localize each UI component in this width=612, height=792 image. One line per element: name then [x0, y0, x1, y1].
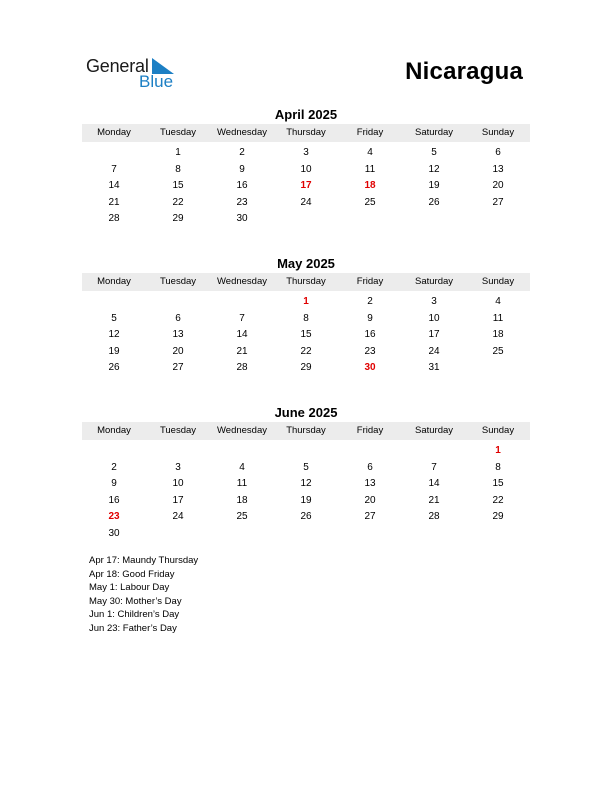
empty-day-cell: [82, 443, 146, 460]
day-cell: 27: [492, 196, 504, 208]
month-june: [82, 405, 530, 542]
day-cell: 6: [367, 461, 373, 473]
empty-day-cell: [338, 443, 402, 460]
weekday-label: Sunday: [481, 127, 515, 138]
day-cell: 18: [236, 494, 248, 506]
empty-day-cell: [146, 294, 210, 311]
empty-day-cell: [82, 145, 146, 162]
holiday-list-item: Jun 23: Father’s Day: [89, 622, 177, 634]
day-cell: 12: [300, 478, 312, 489]
week-row: [82, 311, 530, 328]
empty-day-cell: [274, 443, 338, 460]
week-row: [82, 195, 530, 212]
day-cell: 28: [428, 511, 440, 522]
day-cell: 16: [364, 329, 376, 340]
week-row: [82, 509, 530, 526]
day-cell: 3: [303, 147, 309, 158]
weekday-label: Wednesday: [217, 425, 267, 436]
day-cell: 7: [111, 163, 117, 175]
holiday-list-item: May 30: Mother’s Day: [89, 595, 182, 607]
day-cell: 20: [492, 180, 504, 191]
weekday-label: Tuesday: [159, 425, 197, 436]
day-cell: 1: [175, 147, 181, 158]
day-cell: 16: [108, 494, 120, 506]
empty-day-cell: [210, 526, 274, 543]
logo-blue-text: Blue: [139, 72, 174, 91]
day-cell: 25: [236, 511, 248, 522]
weekday-label: Saturday: [414, 276, 454, 287]
day-cell: 4: [495, 296, 501, 307]
day-cell: 12: [108, 329, 120, 340]
weekday-label: Monday: [97, 425, 131, 436]
day-cell: 4: [367, 147, 373, 158]
weekday-header-row: [82, 124, 530, 142]
week-row: [82, 327, 530, 344]
week-row: [82, 460, 530, 477]
day-cell: 20: [172, 345, 184, 357]
week-row: [82, 162, 530, 179]
day-cell: 12: [428, 163, 440, 175]
week-row: [82, 476, 530, 493]
week-row: [82, 493, 530, 510]
day-cell: 29: [492, 511, 504, 522]
day-cell: 14: [236, 329, 248, 340]
weekday-header-row: [82, 422, 530, 440]
empty-day-cell: [274, 211, 338, 228]
day-cell: 28: [236, 362, 248, 373]
month-title: May 2025: [277, 256, 335, 271]
day-cell: 2: [239, 147, 245, 158]
month-title: June 2025: [274, 405, 338, 420]
empty-day-cell: [466, 211, 530, 228]
weekday-label: Thursday: [286, 425, 326, 436]
weekday-label: Tuesday: [159, 276, 197, 287]
day-cell: 18: [364, 180, 376, 191]
logo-general-text: General: [86, 56, 149, 76]
day-cell: 3: [431, 296, 437, 307]
empty-day-cell: [210, 294, 274, 311]
day-cell: 13: [364, 478, 376, 489]
day-cell: 26: [108, 362, 120, 373]
empty-day-cell: [402, 443, 466, 460]
day-cell: 23: [236, 196, 248, 208]
day-cell: 19: [108, 345, 120, 357]
day-cell: 11: [364, 163, 376, 175]
empty-day-cell: [146, 443, 210, 460]
day-cell: 29: [300, 362, 312, 373]
day-cell: 5: [431, 147, 437, 158]
day-cell: 10: [300, 163, 312, 175]
weekday-label: Monday: [97, 276, 131, 287]
empty-day-cell: [210, 443, 274, 460]
weekday-label: Saturday: [414, 127, 454, 138]
day-cell: 10: [172, 478, 184, 489]
holiday-list: [89, 554, 198, 636]
empty-day-cell: [338, 526, 402, 543]
day-cell: 9: [111, 478, 117, 489]
week-row: [82, 178, 530, 195]
day-cell: 1: [303, 296, 309, 307]
day-cell: 8: [495, 461, 501, 473]
day-cell: 11: [492, 312, 504, 324]
day-cell: 9: [239, 163, 245, 175]
day-cell: 14: [108, 180, 120, 191]
day-cell: 6: [175, 312, 181, 324]
day-cell: 17: [428, 329, 440, 340]
day-cell: 29: [172, 213, 184, 224]
day-cell: 8: [175, 163, 181, 175]
day-cell: 14: [428, 478, 440, 489]
month-title: April 2025: [274, 107, 338, 122]
day-cell: 30: [236, 213, 248, 224]
weekday-label: Thursday: [286, 276, 326, 287]
weekday-label: Friday: [356, 276, 384, 287]
day-cell: 30: [108, 527, 120, 539]
country-title: Nicaragua: [405, 58, 523, 85]
day-cell: 2: [111, 461, 117, 473]
day-cell: 15: [492, 478, 504, 489]
empty-day-cell: [466, 360, 530, 377]
day-cell: 3: [175, 461, 181, 473]
week-row: [82, 526, 530, 543]
day-cell: 7: [431, 461, 437, 473]
day-cell: 26: [300, 511, 312, 522]
week-row: [82, 145, 530, 162]
day-cell: 9: [367, 312, 373, 324]
weekday-label: Saturday: [414, 425, 454, 436]
empty-day-cell: [274, 526, 338, 543]
day-cell: 25: [492, 345, 504, 357]
day-cell: 24: [300, 196, 312, 208]
day-cell: 20: [364, 494, 376, 506]
holiday-list-item: Jun 1: Children’s Day: [89, 609, 180, 621]
day-cell: 13: [492, 163, 504, 175]
holiday-list-item: Apr 18: Good Friday: [89, 568, 175, 580]
day-cell: 22: [492, 494, 504, 506]
day-cell: 5: [111, 312, 117, 324]
holiday-list-item: May 1: Labour Day: [89, 582, 170, 594]
day-cell: 5: [303, 461, 309, 473]
weekday-label: Monday: [97, 127, 131, 138]
weekday-label: Sunday: [481, 425, 515, 436]
day-cell: 22: [172, 196, 184, 208]
day-cell: 4: [239, 461, 245, 473]
week-row: [82, 294, 530, 311]
week-row: [82, 344, 530, 361]
day-cell: 27: [172, 362, 184, 373]
week-row: [82, 360, 530, 377]
day-cell: 11: [236, 478, 248, 489]
day-cell: 7: [239, 312, 245, 324]
weekday-label: Sunday: [481, 276, 515, 287]
day-cell: 27: [364, 511, 376, 522]
day-cell: 26: [428, 196, 440, 208]
empty-day-cell: [466, 526, 530, 543]
day-cell: 28: [108, 213, 120, 224]
day-cell: 19: [428, 180, 440, 191]
generalblue-logo: [86, 56, 186, 92]
holiday-list-item: Apr 17: Maundy Thursday: [89, 555, 199, 566]
week-row: [82, 443, 530, 460]
day-cell: 23: [108, 511, 120, 522]
weekday-label: Thursday: [286, 127, 326, 138]
day-cell: 13: [172, 329, 184, 340]
month-april: [82, 107, 530, 228]
day-cell: 18: [492, 329, 504, 340]
day-cell: 17: [300, 180, 312, 191]
day-cell: 15: [300, 329, 312, 340]
day-cell: 8: [303, 312, 309, 324]
empty-day-cell: [402, 211, 466, 228]
day-cell: 21: [236, 345, 248, 357]
day-cell: 1: [495, 445, 501, 456]
empty-day-cell: [146, 526, 210, 543]
day-cell: 30: [364, 362, 376, 373]
week-row: [82, 211, 530, 228]
day-cell: 2: [367, 296, 373, 307]
day-cell: 17: [172, 494, 184, 506]
empty-day-cell: [402, 526, 466, 543]
empty-day-cell: [82, 294, 146, 311]
day-cell: 15: [172, 180, 184, 191]
day-cell: 21: [108, 196, 120, 208]
day-cell: 6: [495, 147, 501, 158]
month-may: [82, 256, 530, 377]
weekday-label: Wednesday: [217, 127, 267, 138]
weekday-label: Friday: [356, 425, 384, 436]
empty-day-cell: [338, 211, 402, 228]
day-cell: 25: [364, 196, 376, 208]
day-cell: 19: [300, 494, 312, 506]
day-cell: 23: [364, 345, 376, 357]
weekday-header-row: [82, 273, 530, 291]
day-cell: 22: [300, 345, 312, 357]
day-cell: 31: [428, 362, 440, 373]
day-cell: 10: [428, 312, 440, 324]
weekday-label: Wednesday: [217, 276, 267, 287]
weekday-label: Tuesday: [159, 127, 197, 138]
day-cell: 24: [172, 511, 184, 522]
day-cell: 21: [428, 494, 440, 506]
weekday-label: Friday: [356, 127, 384, 138]
day-cell: 24: [428, 345, 440, 357]
day-cell: 16: [236, 180, 248, 191]
